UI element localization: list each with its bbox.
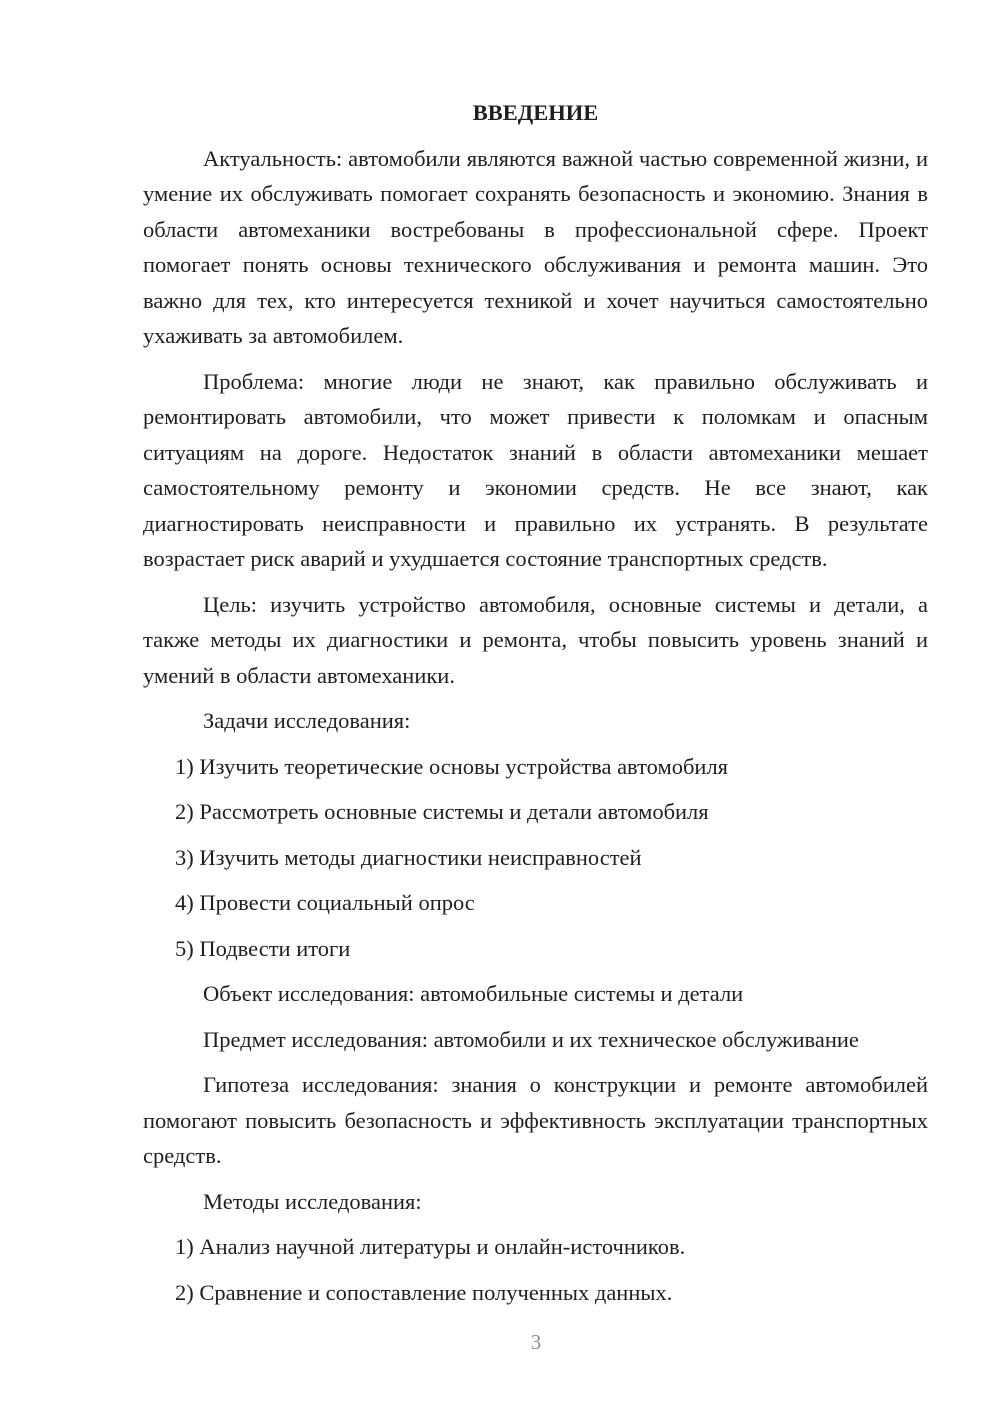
task-item: 5) Подвести итоги xyxy=(175,935,351,961)
method-item: 1) Анализ научной литературы и онлайн-источников. xyxy=(175,1234,686,1259)
page-number: 3 xyxy=(530,1330,542,1354)
page-content xyxy=(143,95,928,1320)
task-item: 3) Изучить методы диагностики неисправностей xyxy=(175,844,642,870)
actuality-paragraph: Актуальность: автомобили являются важной частью современной жизни, и умение их обслуживать помогает сохранять безопасность и экономию. Знания в области автомеханики востребованы в профессиональной сфере. Проект помогает понять основы технического обслуживания и ремонта машин. Это важно для тех, кто интересуется техникой и хочет научиться самостоятельно ухаживать за автомобилем. xyxy=(143,145,928,348)
task-item: 4) Провести социальный опрос xyxy=(175,890,475,915)
task-item: 2) Рассмотреть основные системы и детали автомобиля xyxy=(175,799,709,824)
section-heading: ВВЕДЕНИЕ xyxy=(472,100,599,125)
method-item: 2) Сравнение и сопоставление полученных данных. xyxy=(175,1279,673,1305)
problem-paragraph: Проблема: многие люди не знают, как правильно обслуживать и ремонтировать автомобили, что может привести к поломкам и опасным ситуациям на дороге. Недостаток знаний в области автомеханики мешает самостоятельному ремонту и экономии средств. Не все знают, как диагностировать неисправности и правильно их устранять. В результате возрастает риск аварий и ухудшается состояние транспортных средств. xyxy=(143,368,928,571)
research-subject: Предмет исследования: автомобили и их техническое обслуживание xyxy=(203,1026,859,1052)
task-item: 1) Изучить теоретические основы устройства автомобиля xyxy=(175,753,729,779)
hypothesis-paragraph: Гипотеза исследования: знания о конструкции и ремонте автомобилей помогают повысить безопасность и эффективность эксплуатации транспортных средств. xyxy=(143,1072,928,1168)
research-object: Объект исследования: автомобильные системы и детали xyxy=(203,981,744,1006)
tasks-heading: Задачи исследования: xyxy=(203,708,411,733)
goal-paragraph: Цель: изучить устройство автомобиля, основные системы и детали, а также методы их диагностики и ремонта, чтобы повысить уровень знаний и умений в области автомеханики. xyxy=(143,591,928,688)
methods-heading: Методы исследования: xyxy=(203,1188,422,1214)
